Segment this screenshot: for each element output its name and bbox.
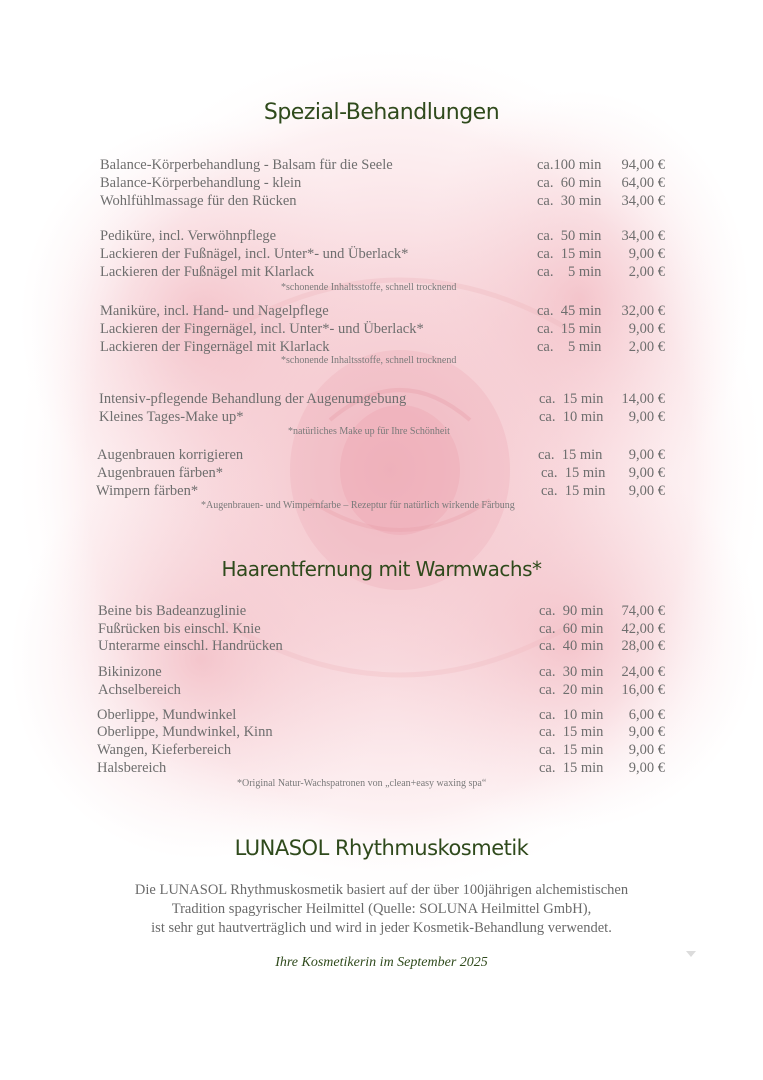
item-price: 28,00 € (621, 638, 665, 654)
lunasol-description-line: Tradition spagyrischer Heilmittel (Quelle: SOLUNA Heilmittel GmbH), (171, 901, 592, 917)
item-name: Lackieren der Fußnägel, incl. Unter*- und Überlack* (100, 246, 409, 262)
list-item (97, 759, 670, 777)
item-price: 94,00 € (621, 157, 665, 173)
item-time: ca. 30 min (537, 193, 602, 209)
item-price: 14,00 € (621, 391, 665, 407)
item-price: 9,00 € (628, 742, 665, 758)
list-item (96, 482, 670, 500)
item-time: ca. 45 min (537, 303, 602, 319)
section-title-warmwachs: Haarentfernung mit Warmwachs* (221, 557, 542, 581)
item-name: Achselbereich (98, 682, 181, 698)
item-price: 74,00 € (621, 603, 665, 619)
item-time: ca. 5 min (537, 264, 602, 280)
item-time: ca. 15 min (537, 246, 602, 262)
list-item (98, 637, 670, 655)
item-time: ca. 60 min (537, 175, 602, 191)
list-item (100, 174, 670, 192)
item-name: Wimpern färben* (96, 483, 199, 499)
list-item (97, 741, 670, 759)
item-price: 9,00 € (628, 760, 665, 776)
list-item (97, 723, 670, 741)
item-name: Oberlippe, Mundwinkel (97, 707, 237, 723)
list-item (97, 464, 670, 482)
item-price: 34,00 € (621, 193, 665, 209)
item-time: ca. 15 min (541, 465, 606, 481)
item-price: 16,00 € (621, 682, 665, 698)
item-price: 9,00 € (628, 447, 665, 463)
item-time: ca. 60 min (539, 621, 604, 637)
footnote: *natürliches Make up für Ihre Schönheit (288, 426, 450, 437)
list-item (98, 602, 670, 620)
item-time: ca. 30 min (539, 664, 604, 680)
item-name: Unterarme einschl. Handrücken (98, 638, 283, 654)
item-time: ca. 5 min (537, 339, 602, 355)
section-title-lunasol: LUNASOL Rhythmuskosmetik (234, 836, 529, 860)
item-name: Bikinizone (98, 664, 162, 680)
list-item (97, 446, 670, 464)
item-time: ca. 15 min (539, 391, 604, 407)
item-time: ca. 40 min (539, 638, 604, 654)
item-time: ca. 15 min (537, 321, 602, 337)
item-price: 9,00 € (628, 483, 665, 499)
item-name: Balance-Körperbehandlung - klein (100, 175, 302, 191)
list-item (100, 263, 670, 281)
list-item (100, 320, 670, 338)
list-item (99, 390, 670, 408)
item-price: 64,00 € (621, 175, 665, 191)
item-price: 9,00 € (628, 409, 665, 425)
item-time: ca. 15 min (539, 724, 604, 740)
item-name: Maniküre, incl. Hand- und Nagelpflege (100, 303, 329, 319)
item-name: Wangen, Kieferbereich (97, 742, 232, 758)
item-time: ca. 15 min (539, 742, 604, 758)
item-price: 2,00 € (628, 264, 665, 280)
list-item (100, 227, 670, 245)
item-time: ca. 10 min (539, 707, 604, 723)
item-time: ca. 10 min (539, 409, 604, 425)
item-name: Augenbrauen färben* (97, 465, 224, 481)
lunasol-description-line: Die LUNASOL Rhythmuskosmetik basiert auf der über 100jährigen alchemistischen (134, 882, 629, 898)
item-price: 32,00 € (621, 303, 665, 319)
item-price: 34,00 € (621, 228, 665, 244)
item-price: 9,00 € (628, 321, 665, 337)
item-price: 9,00 € (628, 724, 665, 740)
section-title-spezial: Spezial-Behandlungen (263, 100, 500, 125)
item-time: ca. 20 min (539, 682, 604, 698)
item-name: Halsbereich (97, 760, 167, 776)
list-item (97, 706, 670, 724)
item-price: 9,00 € (628, 465, 665, 481)
list-item (100, 192, 670, 210)
item-time: ca. 15 min (541, 483, 606, 499)
item-time: ca. 15 min (538, 447, 603, 463)
list-item (100, 245, 670, 263)
item-name: Balance-Körperbehandlung - Balsam für die Seele (100, 157, 393, 173)
item-time: ca. 50 min (537, 228, 602, 244)
item-name: Beine bis Badeanzuglinie (98, 603, 247, 619)
item-name: Lackieren der Fußnägel mit Klarlack (100, 264, 315, 280)
item-name: Wohlfühlmassage für den Rücken (100, 193, 297, 209)
footnote: *Original Natur-Wachspatronen von „clean+easy waxing spa“ (237, 778, 487, 789)
item-name: Intensiv-pflegende Behandlung der Augenumgebung (99, 391, 407, 407)
list-item (98, 620, 670, 638)
item-name: Oberlippe, Mundwinkel, Kinn (97, 724, 273, 740)
item-time: ca. 15 min (539, 760, 604, 776)
list-item (98, 663, 670, 681)
decorative-triangle-icon (686, 951, 696, 957)
lunasol-description-line: ist sehr gut hautverträglich und wird in jeder Kosmetik-Behandlung verwendet. (151, 920, 612, 936)
footnote: *Augenbrauen- und Wimpernfarbe – Rezeptur für natürlich wirkende Färbung (201, 500, 515, 511)
item-name: Augenbrauen korrigieren (97, 447, 244, 463)
item-price: 9,00 € (628, 246, 665, 262)
list-item (100, 338, 670, 356)
signature: Ihre Kosmetikerin im September 2025 (275, 955, 488, 970)
list-item (99, 408, 670, 426)
footnote: *schonende Inhaltsstoffe, schnell trocknend (281, 282, 457, 293)
item-name: Fußrücken bis einschl. Knie (98, 621, 261, 637)
item-name: Lackieren der Fingernägel mit Klarlack (100, 339, 330, 355)
item-name: Lackieren der Fingernägel, incl. Unter*- und Überlack* (100, 321, 424, 337)
item-price: 24,00 € (621, 664, 665, 680)
item-price: 2,00 € (628, 339, 665, 355)
item-price: 42,00 € (621, 621, 665, 637)
list-item (98, 681, 670, 699)
footnote: *schonende Inhaltsstoffe, schnell trocknend (281, 355, 457, 366)
item-time: ca. 90 min (539, 603, 604, 619)
item-name: Kleines Tages-Make up* (99, 409, 244, 425)
list-item (100, 302, 670, 320)
item-name: Pediküre, incl. Verwöhnpflege (100, 228, 277, 244)
list-item (100, 156, 670, 174)
item-time: ca.100 min (537, 157, 602, 173)
item-price: 6,00 € (628, 707, 665, 723)
